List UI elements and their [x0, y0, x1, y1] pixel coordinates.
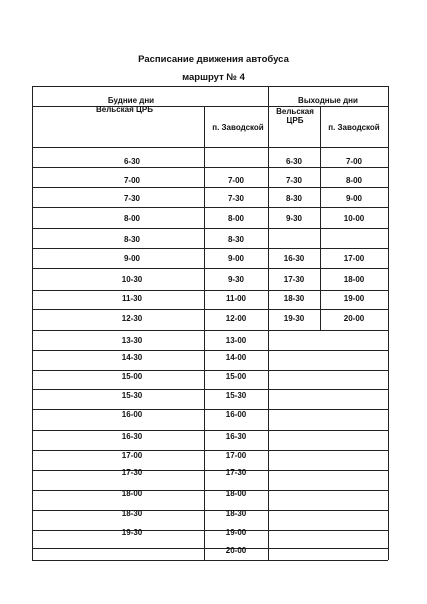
weekday-departure-zavodskoy: 16-30 — [225, 432, 247, 441]
weekend-departure-zavodskoy: 8-00 — [345, 176, 362, 185]
weekend-from-header: Вельская ЦРБ — [276, 107, 314, 125]
weekday-departure-zavodskoy: 9-00 — [227, 254, 244, 263]
grid-line — [32, 147, 388, 148]
weekday-departure-vrb: 14-30 — [121, 353, 143, 362]
grid-line — [32, 268, 388, 269]
weekend-departure-vrb: 6-30 — [285, 157, 302, 166]
weekday-departure-zavodskoy: 15-30 — [225, 391, 247, 400]
grid-line — [32, 389, 388, 390]
grid-line — [32, 86, 33, 560]
weekend-departure-vrb: 9-30 — [285, 214, 302, 223]
grid-line — [32, 350, 388, 351]
weekday-departure-vrb: 11-30 — [121, 294, 143, 303]
weekday-departure-vrb: 8-00 — [123, 214, 140, 223]
weekday-departure-zavodskoy: 17-30 — [225, 468, 247, 477]
weekend-departure-zavodskoy: 19-00 — [343, 294, 365, 303]
grid-line — [32, 330, 388, 331]
weekday-departure-vrb: 15-00 — [121, 372, 143, 381]
weekday-departure-zavodskoy: 14-00 — [225, 353, 247, 362]
weekday-departure-zavodskoy: 17-00 — [225, 451, 247, 460]
grid-line — [32, 106, 388, 107]
weekday-departure-vrb: 16-00 — [121, 410, 143, 419]
weekday-departure-zavodskoy: 18-00 — [225, 489, 247, 498]
weekday-departure-zavodskoy: 12-00 — [225, 314, 247, 323]
weekday-departure-vrb: 19-30 — [121, 528, 143, 537]
grid-line — [32, 207, 388, 208]
weekday-departure-zavodskoy: 8-30 — [227, 235, 244, 244]
weekend-departure-vrb: 16-30 — [283, 254, 305, 263]
weekday-departure-vrb: 17-30 — [121, 468, 143, 477]
weekend-departure-zavodskoy: 7-00 — [345, 157, 362, 166]
weekend-departure-zavodskoy: 18-00 — [343, 275, 365, 284]
weekend-departure-zavodskoy: 17-00 — [343, 254, 365, 263]
weekday-departure-vrb: 12-30 — [121, 314, 143, 323]
grid-line — [32, 187, 388, 188]
weekday-departure-zavodskoy: 8-00 — [227, 214, 244, 223]
weekday-departure-vrb: 7-30 — [123, 194, 140, 203]
page-title: Расписание движения автобуса — [138, 54, 289, 65]
weekday-departure-zavodskoy: 11-00 — [225, 294, 247, 303]
weekday-departure-zavodskoy: 20-00 — [225, 546, 247, 555]
weekday-departure-vrb: 7-00 — [123, 176, 140, 185]
weekend-header: Выходные дни — [298, 96, 358, 105]
grid-line — [32, 430, 388, 431]
weekday-departure-vrb: 18-00 — [121, 489, 143, 498]
weekday-departure-zavodskoy: 15-00 — [225, 372, 247, 381]
weekday-to-header: п. Заводской — [212, 123, 264, 132]
weekday-departure-vrb: 17-00 — [121, 451, 143, 460]
route-title: маршрут № 4 — [182, 72, 245, 83]
weekday-departure-zavodskoy: 18-30 — [225, 509, 247, 518]
grid-line — [32, 86, 388, 87]
weekday-departure-zavodskoy: 7-00 — [227, 176, 244, 185]
weekend-departure-vrb: 8-30 — [285, 194, 302, 203]
weekday-departure-vrb: 6-30 — [123, 157, 140, 166]
grid-line — [32, 228, 388, 229]
weekend-departure-zavodskoy: 10-00 — [343, 214, 365, 223]
grid-line — [388, 86, 389, 560]
grid-line — [32, 560, 388, 561]
weekday-departure-vrb: 10-30 — [121, 275, 143, 284]
weekday-departure-zavodskoy: 19-00 — [225, 528, 247, 537]
grid-line — [32, 248, 388, 249]
weekday-departure-vrb: 13-30 — [121, 336, 143, 345]
grid-line — [32, 309, 388, 310]
grid-line — [32, 290, 388, 291]
weekend-departure-vrb: 7-30 — [285, 176, 302, 185]
weekday-departure-vrb: 16-30 — [121, 432, 143, 441]
weekday-departure-vrb: 9-00 — [123, 254, 140, 263]
weekday-departure-vrb: 8-30 — [123, 235, 140, 244]
weekday-from-header: Вельская ЦРБ — [96, 105, 153, 114]
weekday-departure-vrb: 15-30 — [121, 391, 143, 400]
weekday-departure-zavodskoy: 9-30 — [227, 275, 244, 284]
weekday-departure-zavodskoy: 13-00 — [225, 336, 247, 345]
weekend-to-header: п. Заводской — [328, 123, 380, 132]
grid-line — [32, 167, 388, 168]
weekday-departure-zavodskoy: 16-00 — [225, 410, 247, 419]
weekday-departure-zavodskoy: 7-30 — [227, 194, 244, 203]
grid-line — [32, 370, 388, 371]
weekday-header: Будние дни — [107, 96, 155, 105]
weekend-departure-vrb: 18-30 — [283, 294, 305, 303]
weekend-departure-vrb: 19-30 — [283, 314, 305, 323]
weekday-departure-vrb: 18-30 — [121, 509, 143, 518]
weekend-departure-vrb: 17-30 — [283, 275, 305, 284]
weekend-departure-zavodskoy: 9-00 — [345, 194, 362, 203]
weekend-departure-zavodskoy: 20-00 — [343, 314, 365, 323]
